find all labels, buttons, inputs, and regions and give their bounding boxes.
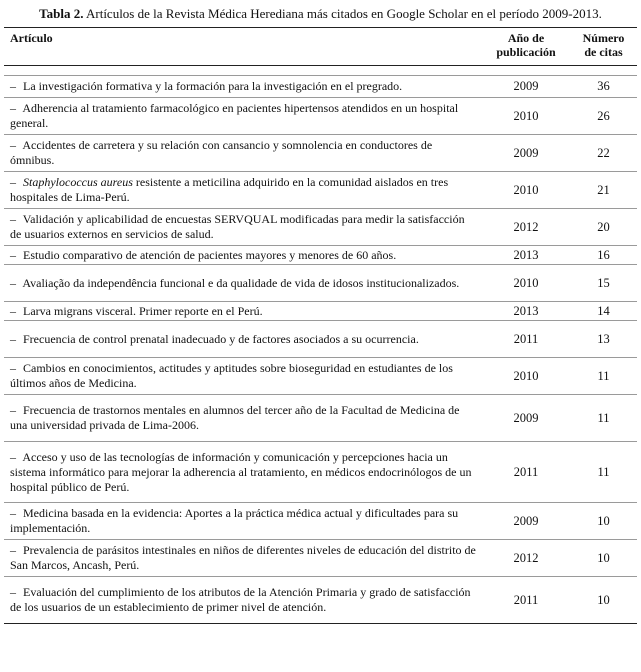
table-row [4,442,637,503]
article-title-text: Larva migrans visceral. Primer reporte en el Perú. [20,303,263,318]
list-dash: – [10,247,16,262]
table-row [4,76,637,98]
publication-year-cell: 2009 [513,145,539,160]
list-dash: – [10,543,16,557]
list-dash: – [10,79,16,93]
publication-year-cell: 2009 [513,79,539,93]
article-title-cell [4,503,482,540]
article-title-text: Acceso y uso de las tecnologías de información y comunicación y percepciones hacia un sistema informático para mejorar la adherencia al tratamiento, en médicos endocrinólogos de un hospital público de Perú. [10,449,472,494]
article-title-text: Validación y aplicabilidad de encuestas SERVQUAL modificadas para medir la satisfacción de usuarios externos en servicios de salud. [10,212,465,241]
table-caption [4,6,637,27]
table-row [4,577,637,624]
citation-count-cell: 26 [597,108,610,123]
publication-year-cell: 2011 [513,331,539,346]
article-title-cell [4,135,482,172]
citation-count-cell: 11 [597,464,610,479]
citation-count-cell: 22 [597,145,610,160]
publication-year-cell: 2012 [513,219,539,234]
table-row [4,209,637,246]
table-row [4,246,637,265]
article-title-cell [4,98,482,135]
article-title-cell [4,302,482,321]
article-title-text: La investigación formativa y la formación para la investigación en el pregrado. [20,79,403,93]
article-title-text-cont: resistente a meticilina adquirido en la comunidad aislados en tres hospitales de Lima-Perú. [10,175,449,204]
citation-count-cell: 11 [597,410,610,425]
citation-count-cell: 20 [597,219,610,234]
publication-year-cell: 2010 [513,108,539,123]
citation-count-cell: 16 [597,247,610,262]
publication-year-cell: 2013 [513,303,539,318]
publication-year-cell: 2011 [513,592,539,607]
list-dash: – [10,212,16,226]
article-title-text: Prevalencia de parásitos intestinales en niños de diferentes niveles de educación del distrito de San Marcos, Ancash, Perú. [10,543,476,572]
table-row [4,265,637,302]
list-dash: – [10,138,16,152]
header-cites-line2: de citas [584,45,623,59]
article-title-cell [4,395,482,442]
article-title-cell [4,540,482,577]
citation-count-cell: 36 [597,79,610,93]
caption-text: Artículos de la Revista Médica Herediana más citados en Google Scholar en el período 2009-2013. [83,6,602,21]
article-title-cell [4,246,482,265]
publication-year-cell: 2010 [513,368,539,383]
table-row [4,395,637,442]
article-title-text: Medicina basada en la evidencia: Aportes a la práctica médica actual y dificultades para su implementación. [10,506,459,535]
article-title-cell [4,577,482,624]
table-row [4,98,637,135]
header-year-line1: Año de [507,31,545,45]
article-title-italic: Staphylococcus aureus [23,175,133,189]
article-title-text: Adherencia al tratamiento farmacológico en pacientes hipertensos atendidos en un hospital general. [10,101,459,130]
list-dash: – [10,331,16,346]
table-row [4,540,637,577]
article-title-text: Frecuencia de control prenatal inadecuado y de factores asociados a su ocurrencia. [20,331,419,346]
citations-table [4,27,637,624]
list-dash: – [10,175,16,189]
article-title-text: Cambios en conocimientos, actitudes y aptitudes sobre bioseguridad en estudiantes de los últimos años de Medicina. [10,361,453,390]
list-dash: – [10,506,16,520]
list-dash: – [10,101,16,115]
publication-year-cell: 2010 [513,182,539,197]
header-article: Artículo [10,31,53,45]
article-title-text: Estudio comparativo de atención de pacientes mayores y menores de 60 años. [20,247,397,262]
citation-count-cell: 10 [597,550,610,565]
publication-year-cell: 2013 [513,247,539,262]
article-title-cell [4,172,482,209]
header-cites [570,28,637,66]
table-header-row [4,28,637,66]
article-title-cell [4,76,482,98]
header-year [482,28,570,66]
citation-count-cell: 21 [597,182,610,197]
list-dash: – [10,275,16,290]
table-spacer [4,66,637,76]
article-title-text: Accidentes de carretera y su relación con cansancio y somnolencia en conductores de ómnibus. [10,138,433,167]
article-title-cell [4,321,482,358]
list-dash: – [10,449,16,464]
article-title-cell [4,209,482,246]
table-row [4,358,637,395]
publication-year-cell: 2009 [513,410,539,425]
list-dash: – [10,403,16,417]
article-title-text: Frecuencia de trastornos mentales en alumnos del tercer año de la Facultad de Medicina de una universidad privada de Lima-2006. [10,403,460,432]
citation-count-cell: 13 [597,331,610,346]
table-row [4,321,637,358]
article-title-text: Avaliação da independência funcional e da qualidade de vida de idosos institucionalizados. [20,275,460,290]
citation-count-cell: 15 [597,275,610,290]
citation-count-cell: 14 [597,303,610,318]
article-title-cell [4,358,482,395]
header-year-line2: publicación [496,45,556,59]
header-cites-line1: Número [582,31,625,45]
citation-count-cell: 10 [597,513,610,528]
publication-year-cell: 2009 [513,513,539,528]
table-row [4,503,637,540]
citation-count-cell: 11 [597,368,610,383]
list-dash: – [10,361,16,375]
list-dash: – [10,303,16,318]
article-title-cell [4,442,482,503]
table-row [4,135,637,172]
caption-label: Tabla 2. [39,6,84,21]
citation-count-cell: 10 [597,592,610,607]
table-row [4,302,637,321]
article-title-text: Evaluación del cumplimiento de los atributos de la Atención Primaria y grado de satisfacción de los usuarios de un establecimiento de primer nivel de atención. [10,585,471,614]
article-title-cell [4,265,482,302]
table-body [4,66,637,624]
publication-year-cell: 2010 [513,275,539,290]
publication-year-cell: 2012 [513,550,539,565]
list-dash: – [10,585,16,599]
publication-year-cell: 2011 [513,464,539,479]
table-row [4,172,637,209]
